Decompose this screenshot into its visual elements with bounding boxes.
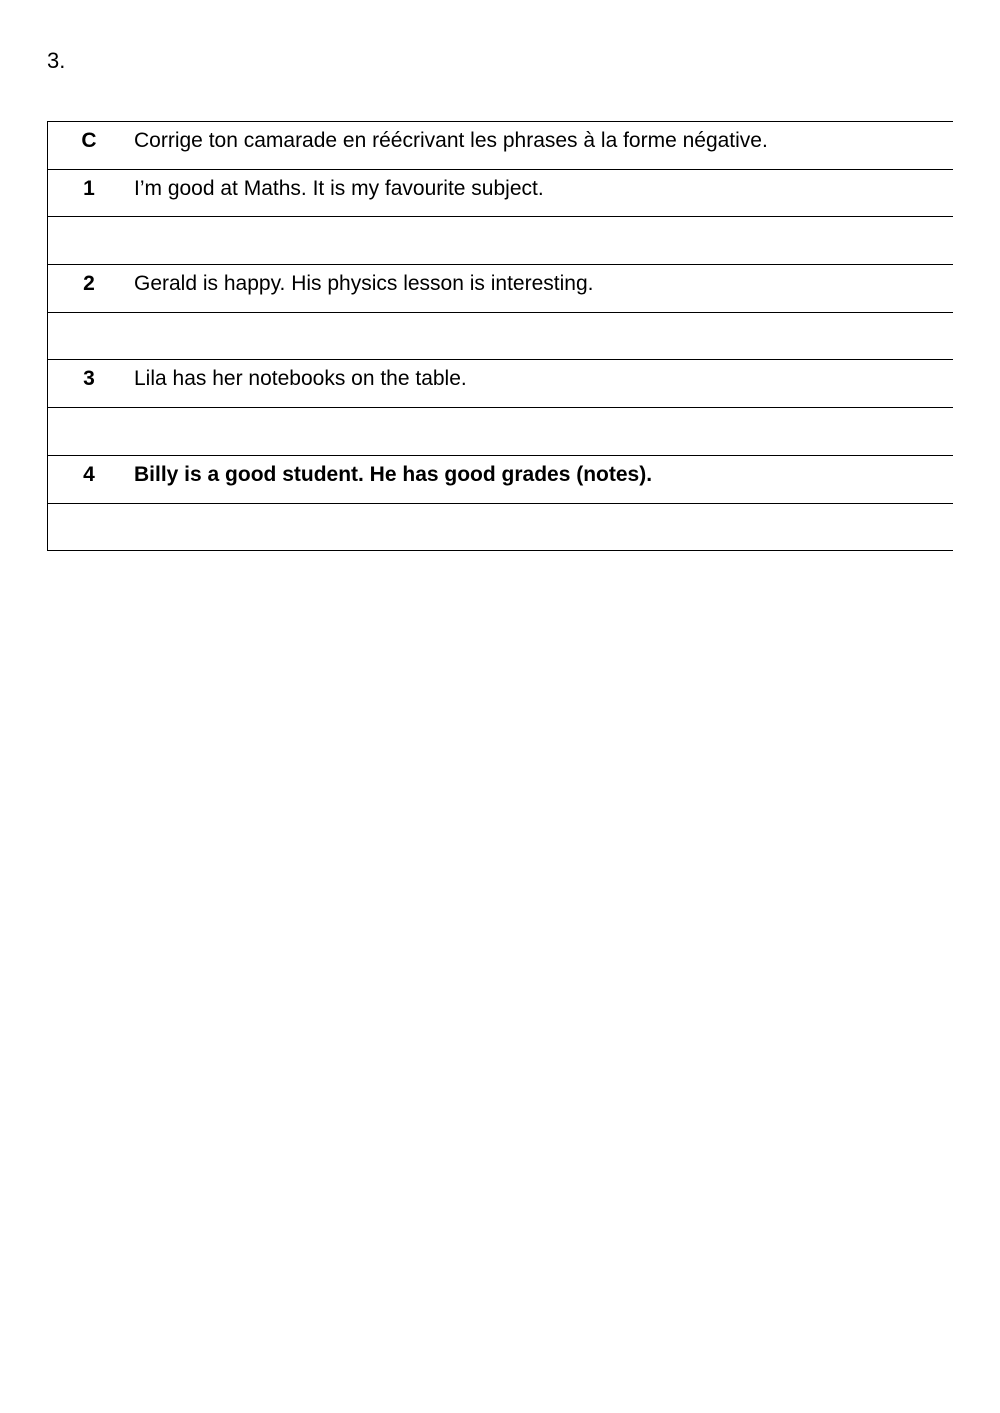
- answer-field[interactable]: [134, 412, 953, 451]
- item-sentence: Gerald is happy. His physics lesson is interesting.: [134, 272, 594, 296]
- header-label: C: [81, 129, 97, 152]
- answer-field[interactable]: [134, 221, 953, 260]
- item-number: 3: [83, 367, 95, 391]
- answer-row-2[interactable]: [48, 313, 953, 361]
- sentence-row-3: [48, 360, 953, 408]
- answer-row-3[interactable]: [48, 408, 953, 456]
- header-row: [48, 122, 953, 170]
- exercise-table: [47, 121, 953, 551]
- sentence-row-4: [48, 456, 953, 504]
- question-number: 3.: [47, 48, 66, 73]
- item-sentence: Lila has her notebooks on the table.: [134, 367, 467, 391]
- sentence-row-1: [48, 170, 953, 218]
- item-number: 1: [83, 176, 95, 200]
- item-number: 2: [83, 272, 95, 296]
- answer-row-4[interactable]: [48, 504, 953, 552]
- item-sentence: I’m good at Maths. It is my favourite subject.: [134, 176, 544, 200]
- instruction-text: Corrige ton camarade en réécrivant les phrases à la forme négative.: [134, 129, 768, 152]
- answer-field[interactable]: [134, 508, 953, 547]
- item-number: 4: [83, 462, 95, 486]
- answer-row-1[interactable]: [48, 217, 953, 265]
- item-sentence: Billy is a good student. He has good grades (notes).: [134, 462, 653, 486]
- answer-field[interactable]: [134, 317, 953, 356]
- sentence-row-2: [48, 265, 953, 313]
